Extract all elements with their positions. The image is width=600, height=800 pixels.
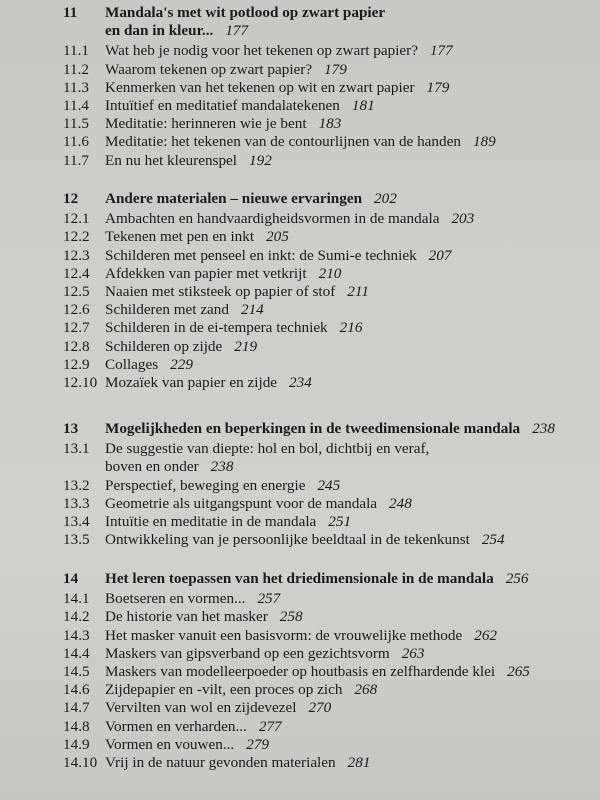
toc-entry (0, 115, 600, 133)
chapter-number: 13 (63, 420, 79, 437)
entry-title: Kenmerken van het tekenen op wit en zwart papier (105, 78, 415, 96)
toc-entry (0, 681, 600, 699)
entry-number: 12.6 (63, 301, 90, 319)
entry-title: Waarom tekenen op zwart papier? (105, 60, 313, 78)
entry-page: 257 (257, 590, 281, 608)
entry-title: Meditatie: herinneren wie je bent (105, 115, 307, 133)
entry-title: Vervilten van wol en zijdevezel (105, 699, 297, 717)
entry-title: Meditatie: het tekenen van de contourlijnen van de handen (105, 133, 461, 151)
toc-entry-continued (0, 458, 600, 476)
entry-page: 229 (170, 355, 193, 373)
entry-page: 205 (266, 228, 289, 246)
entry-page: 216 (339, 319, 363, 337)
entry-title: Vormen en verharden... (105, 717, 247, 735)
chapter-page: 177 (225, 22, 249, 40)
chapter-heading (0, 570, 600, 588)
entry-number: 12.7 (63, 319, 90, 337)
entry-page: 277 (258, 717, 282, 735)
entry-page: 179 (426, 78, 450, 96)
entry-number: 11.6 (63, 133, 90, 151)
chapter-heading (0, 4, 600, 22)
toc-entry (0, 627, 600, 645)
entry-number: 14.8 (63, 717, 90, 735)
entry-page: 219 (234, 337, 258, 355)
toc-entry (0, 699, 600, 717)
entry-page: 254 (481, 531, 505, 549)
entry-number: 13.3 (63, 494, 90, 512)
entry-page: 263 (401, 644, 425, 662)
entry-page: 262 (474, 626, 498, 644)
entry-title: Afdekken van papier met vetkrijt (105, 264, 307, 282)
chapter-page: 238 (532, 420, 555, 437)
entry-page: 234 (289, 373, 312, 391)
entry-page: 181 (351, 96, 375, 114)
entry-title: Mozaïek van papier en zijde (105, 373, 278, 391)
entry-title: Wat heb je nodig voor het tekenen op zwart papier? (105, 42, 418, 60)
chapter-page: 256 (505, 570, 529, 587)
entry-number: 14.4 (63, 644, 90, 662)
entry-title: Schilderen op zijde (105, 337, 223, 355)
entry-number: 13.4 (63, 512, 90, 530)
entry-title: Vormen en vouwen... (105, 735, 235, 753)
entry-title: Intuïtief en meditatief mandalatekenen (105, 96, 340, 114)
entry-number: 12.3 (63, 246, 90, 264)
entry-number: 12.9 (63, 355, 90, 373)
chapter-title: Andere materialen – nieuwe ervaringen (105, 190, 363, 207)
entry-title: Ontwikkeling van je persoonlijke beeldtaal in de tekenkunst (105, 531, 470, 549)
toc-entry (0, 531, 600, 549)
toc-entry (0, 79, 600, 97)
toc-entry (0, 97, 600, 115)
entry-number: 12.8 (63, 337, 90, 355)
entry-page: 270 (308, 699, 332, 717)
entry-title: Geometrie als uitgangspunt voor de mandala (105, 494, 378, 512)
entry-number: 11.1 (63, 42, 90, 60)
chapter-title: Mandala's met wit potlood op zwart papier (105, 4, 386, 21)
entry-page: 238 (210, 458, 234, 476)
entry-title: Het masker vanuit een basisvorm: de vrouwelijke methode (105, 626, 463, 644)
toc-entry (0, 590, 600, 608)
chapter-page: 202 (374, 190, 397, 207)
entry-page: 268 (354, 681, 378, 699)
entry-title: De suggestie van diepte: hol en bol, dichtbij en veraf, (105, 440, 430, 458)
toc-entry (0, 440, 600, 458)
entry-number: 11.3 (63, 78, 90, 96)
toc-entry (0, 608, 600, 626)
toc-entry (0, 736, 600, 754)
toc-entry (0, 210, 600, 228)
chapter-heading-continued (0, 22, 600, 40)
entry-number: 14.1 (63, 590, 90, 608)
entry-title: Schilderen met penseel en inkt: de Sumi-e techniek (105, 246, 417, 264)
entry-page: 183 (318, 115, 342, 133)
toc-entry (0, 283, 600, 301)
toc-entry (0, 42, 600, 60)
entry-page: 179 (324, 60, 347, 78)
entry-page: 251 (328, 512, 352, 530)
entry-title: Boetseren en vormen... (105, 590, 246, 608)
chapter-12 (0, 190, 600, 392)
toc-entry (0, 228, 600, 246)
toc-entry (0, 247, 600, 265)
entry-title: Intuïtie en meditatie in de mandala (105, 512, 317, 530)
entry-page: 177 (429, 42, 453, 60)
entry-number: 14.3 (63, 626, 90, 644)
entry-title: Naaien met stiksteek op papier of stof (105, 282, 336, 300)
chapter-13 (0, 420, 600, 549)
entry-title: Tekenen met pen en inkt (105, 228, 255, 246)
entry-title: Maskers van modelleerpoeder op houtbasis en zelfhardende klei (105, 662, 496, 680)
entry-number: 11.7 (63, 151, 90, 169)
entry-page: 248 (389, 494, 412, 512)
entry-page: 265 (507, 662, 530, 680)
entry-title: De historie van het masker (105, 608, 268, 626)
toc-entry (0, 301, 600, 319)
chapter-heading (0, 420, 600, 438)
entry-page: 214 (240, 301, 264, 319)
entry-number: 12.2 (63, 228, 90, 246)
chapter-11 (0, 4, 600, 170)
toc-entry (0, 663, 600, 681)
entry-number: 14.2 (63, 608, 90, 626)
entry-number: 12.4 (63, 264, 90, 282)
toc-entry (0, 754, 600, 772)
entry-number: 13.1 (63, 440, 90, 458)
entry-page: 211 (347, 282, 369, 300)
entry-page: 210 (318, 264, 342, 282)
toc-entry (0, 645, 600, 663)
toc-entry (0, 265, 600, 283)
toc-entry (0, 513, 600, 531)
chapter-title-line2: en dan in kleur... (105, 22, 214, 40)
chapter-number: 11 (63, 4, 78, 21)
entry-number: 12.5 (63, 282, 90, 300)
entry-title-line2: boven en onder (105, 458, 199, 476)
entry-number: 11.2 (63, 60, 90, 78)
entry-page: 245 (317, 476, 341, 494)
entry-title: Vrij in de natuur gevonden materialen (105, 753, 336, 771)
entry-title: Maskers van gipsverband op een gezichtsvorm (105, 644, 390, 662)
entry-number: 14.5 (63, 662, 90, 680)
toc-entry (0, 718, 600, 736)
entry-number: 13.2 (63, 476, 90, 494)
entry-title: Schilderen in de ei-tempera techniek (105, 319, 328, 337)
toc-entry (0, 319, 600, 337)
chapter-14 (0, 570, 600, 772)
entry-page: 189 (472, 133, 496, 151)
entry-title: Zijdepapier en -vilt, een proces op zich (105, 681, 343, 699)
toc-entry (0, 477, 600, 495)
toc-entry (0, 495, 600, 513)
entry-page: 258 (279, 608, 303, 626)
entry-number: 13.5 (63, 531, 90, 549)
chapter-number: 12 (63, 190, 79, 207)
chapter-title: Mogelijkheden en beperkingen in de tweedimensionale mandala (105, 420, 521, 437)
entry-page: 279 (246, 735, 269, 753)
entry-number: 11.5 (63, 115, 90, 133)
entry-number: 14.6 (63, 681, 90, 699)
entry-number: 12.10 (63, 373, 98, 391)
entry-page: 203 (451, 210, 475, 228)
entry-number: 11.4 (63, 96, 90, 114)
chapter-title: Het leren toepassen van het driedimensionale in de mandala (105, 570, 494, 587)
chapter-heading (0, 190, 600, 208)
entry-page: 281 (347, 753, 371, 771)
toc-entry (0, 61, 600, 79)
toc-entry (0, 152, 600, 170)
toc-entry (0, 356, 600, 374)
toc-entry (0, 338, 600, 356)
toc-entry (0, 374, 600, 392)
entry-title: Schilderen met zand (105, 301, 229, 319)
entry-number: 14.10 (63, 753, 98, 771)
entry-page: 192 (249, 151, 272, 169)
entry-number: 14.7 (63, 699, 90, 717)
entry-page: 207 (428, 246, 452, 264)
entry-number: 14.9 (63, 735, 90, 753)
entry-number: 12.1 (63, 210, 90, 228)
entry-title: Ambachten en handvaardigheidsvormen in de mandala (105, 210, 440, 228)
chapter-number: 14 (63, 570, 79, 587)
entry-title: Perspectief, beweging en energie (105, 476, 306, 494)
entry-title: En nu het kleurenspel (105, 151, 238, 169)
entry-title: Collages (105, 355, 159, 373)
toc-entry (0, 133, 600, 151)
